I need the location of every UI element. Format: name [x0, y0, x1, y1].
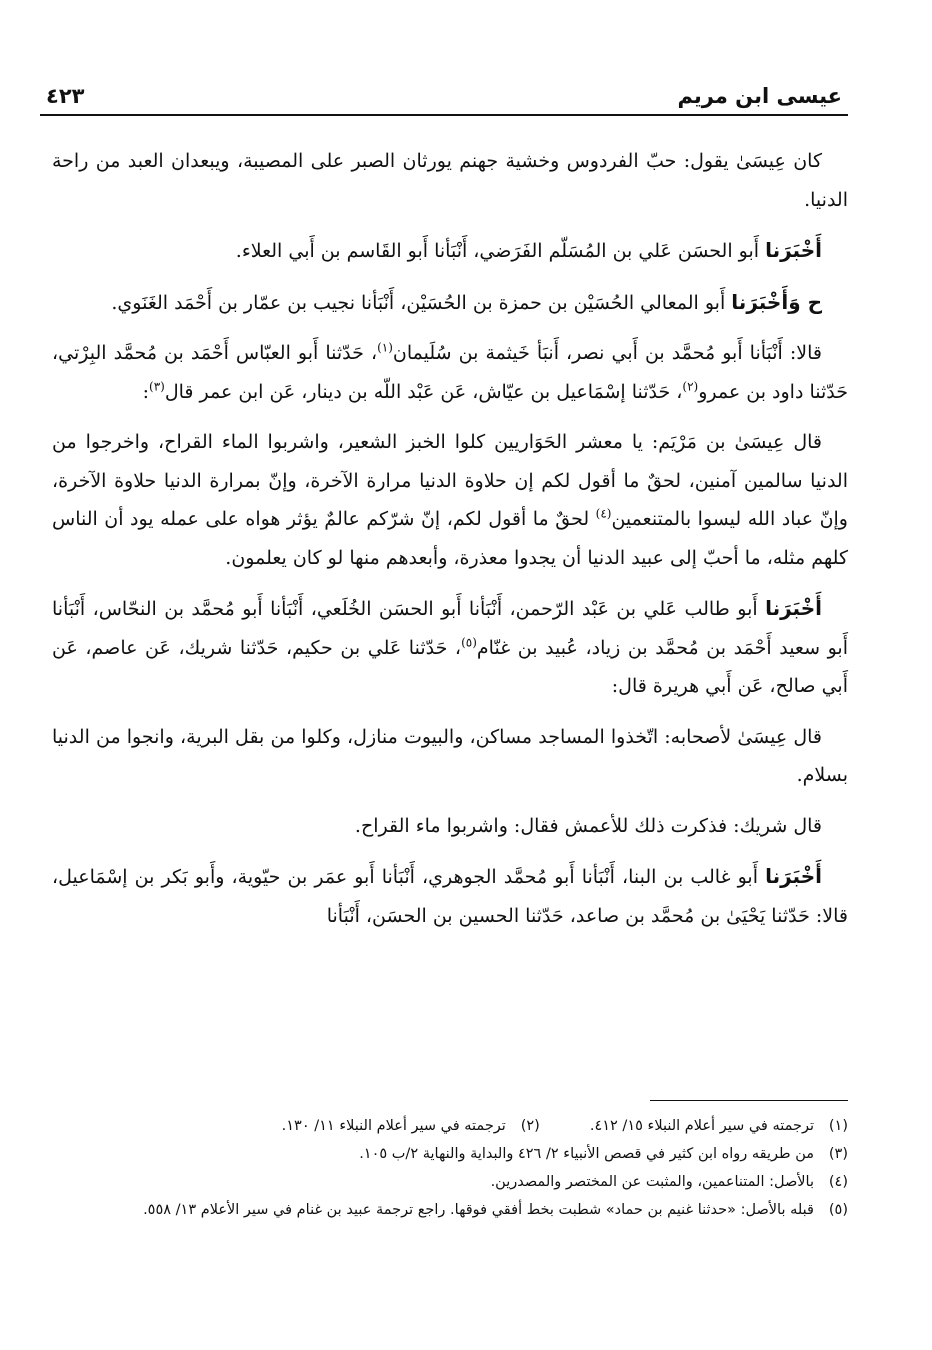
footnote-number: (٤): [828, 1174, 848, 1190]
footnote-ref[interactable]: (٢): [682, 379, 699, 394]
paragraph-7: [52, 718, 848, 795]
lead-word: أَخْبَرَنا: [765, 864, 822, 888]
text: ، حَدّثنا أَبو العبّاس أَحْمَد بن مُحمَّد البِرْتي، حَدّثنا داود بن عمرو: [52, 342, 848, 403]
footnote-ref[interactable]: (٣): [149, 379, 165, 394]
running-title: عيسى ابن مريم: [677, 84, 842, 108]
paragraph-1: [52, 142, 848, 219]
footnote-text: بالأصل: المتناعمين، والمثبت عن المختصر والمصدرين.: [490, 1174, 814, 1190]
lead-word: أَخْبَرَنا: [765, 238, 822, 262]
paragraph-4: [52, 334, 848, 411]
footnote-ref[interactable]: (٥): [461, 635, 477, 650]
footnote-text: ترجمته في سير أعلام النبلاء ١١/ ١٣٠.: [281, 1118, 506, 1134]
footnote-ref[interactable]: (٤): [595, 506, 612, 521]
footnote-text: ترجمته في سير أعلام النبلاء ١٥/ ٤١٢.: [589, 1118, 814, 1134]
footnote-pair: [52, 1112, 848, 1140]
footnote-divider: [650, 1100, 848, 1101]
text: أَبو الحسَن عَلي بن المُسَلّم الفَرَضي، أَنْبَأنا أَبو القَاسم بن أَبي العلاء.: [235, 240, 760, 262]
main-text: [52, 142, 848, 947]
footnote-number: (٣): [828, 1146, 848, 1162]
text: قال شريك: فذكرت ذلك للأعمش فقال: واشربوا ماء القراح.: [354, 814, 822, 837]
footnote-number: (١): [828, 1118, 848, 1134]
paragraph-5: [52, 423, 848, 577]
footnote-5: [52, 1196, 848, 1224]
footnote-number: (٥): [828, 1202, 848, 1218]
paragraph-8: [52, 807, 848, 846]
text: :: [142, 380, 149, 403]
text: ، حَدّثنا عَلي بن حكيم، حَدّثنا شريك، عَن عاصم، عَن أَبي صالح، عَن أَبي هريرة قال:: [52, 636, 848, 697]
paragraph-3: [52, 283, 848, 323]
page-number: ٤٢٣: [46, 84, 85, 108]
text: أَبو المعالي الحُسَيْن بن حمزة بن الحُسَيْن، أَنْبَأنا نجيب بن عمّار بن أَحْمَد الغَنَوي.: [111, 291, 726, 314]
text: قال عِيسَىٰ لأصحابه: اتّخذوا المساجد مساكن، والبيوت منازل، وكلوا من بقل البرية، وانجوا من الدنيا بسلام.: [52, 725, 848, 786]
footnote-3: [52, 1140, 848, 1168]
footnotes: [52, 1112, 848, 1224]
footnote-4: [52, 1168, 848, 1196]
lead-word: ح وَأَخْبَرَنا: [731, 289, 822, 314]
paragraph-6: [52, 589, 848, 706]
footnote-2: [282, 1112, 540, 1140]
text: لحقٌ ما أقول لكم، إنّ شرّكم عالمٌ يؤثر هواه على عمله يود أن الناس كلهم مثله، ما أحبّ إلى عبيد الدنيا أن يجدوا معذرة، وأبعدهم منها لو كان يعلمون.: [52, 508, 848, 569]
footnote-text: قبله بالأصل: «حدثنا غنيم بن حماد» شطبت بخط أفقي فوقها. راجع ترجمة عبيد بن غنام في سير الأعلام ١٣/ ٥٥٨.: [143, 1202, 814, 1218]
paragraph-2: [52, 231, 848, 271]
text: كان عِيسَىٰ يقول: حبّ الفردوس وخشية جهنم يورثان الصبر على المصيبة، ويبعدان العبد من راحة الدنيا.: [52, 150, 848, 211]
text: أَبو طالب عَلي بن عَبْد الرّحمن، أَنْبَأنا أَبو الحسَن الخُلَعي، أَنْبَأنا أَبو مُحمَّد بن النحّاس، أَنْبَأنا أَبو سعيد أَحْمَد بن مُحمَّد بن زياد، عُبيد بن غنّام: [52, 598, 849, 659]
text: ، حَدّثنا إسْمَاعيل بن عيّاش، عَن عَبْد اللّه بن دينار، عَن ابن عمر قال: [164, 380, 683, 403]
page-header: [40, 80, 848, 116]
text: قال عِيسَىٰ بن مَرْيَم: يا معشر الحَوَاريين كلوا الخبز الشعير، واشربوا الماء القراح، واخرجوا من الدنيا سالمين آمنين، لحقٌ ما أقول لكم إن حلاوة الدنيا مرارة الآخرة، وإنّ بمرارة الدنيا حلاوة الآخرة، وإنّ عباد الله ليسوا بالمتنعمين: [52, 431, 848, 530]
footnote-1: [590, 1112, 848, 1140]
text: قالا: أَنْبَأنا أَبو مُحمَّد بن أَبي نصر، أَنبَأ خَيثمة بن سُلَيمان: [392, 342, 822, 364]
footnote-number: (٢): [520, 1118, 540, 1134]
footnote-text: من طريقه رواه ابن كثير في قصص الأنبياء ٢/ ٤٢٦ والبداية والنهاية ٢/ب ١٠٥.: [359, 1146, 814, 1162]
paragraph-9: [52, 857, 848, 935]
text: أَبو غالب بن البنا، أَنْبَأنا أَبو مُحمَّد الجوهري، أَنْبَأنا أَبو عمَر بن حيّوية، وأَبو بَكر بن إسْمَاعيل، قالا: حَدّثنا يَحْيَىٰ بن مُحمَّد بن صاعد، حَدّثنا الحسين بن الحسَن، أَنْبَأنا: [52, 866, 848, 927]
footnote-ref[interactable]: (١): [377, 340, 393, 355]
lead-word: أَخْبَرَنا: [765, 596, 822, 620]
